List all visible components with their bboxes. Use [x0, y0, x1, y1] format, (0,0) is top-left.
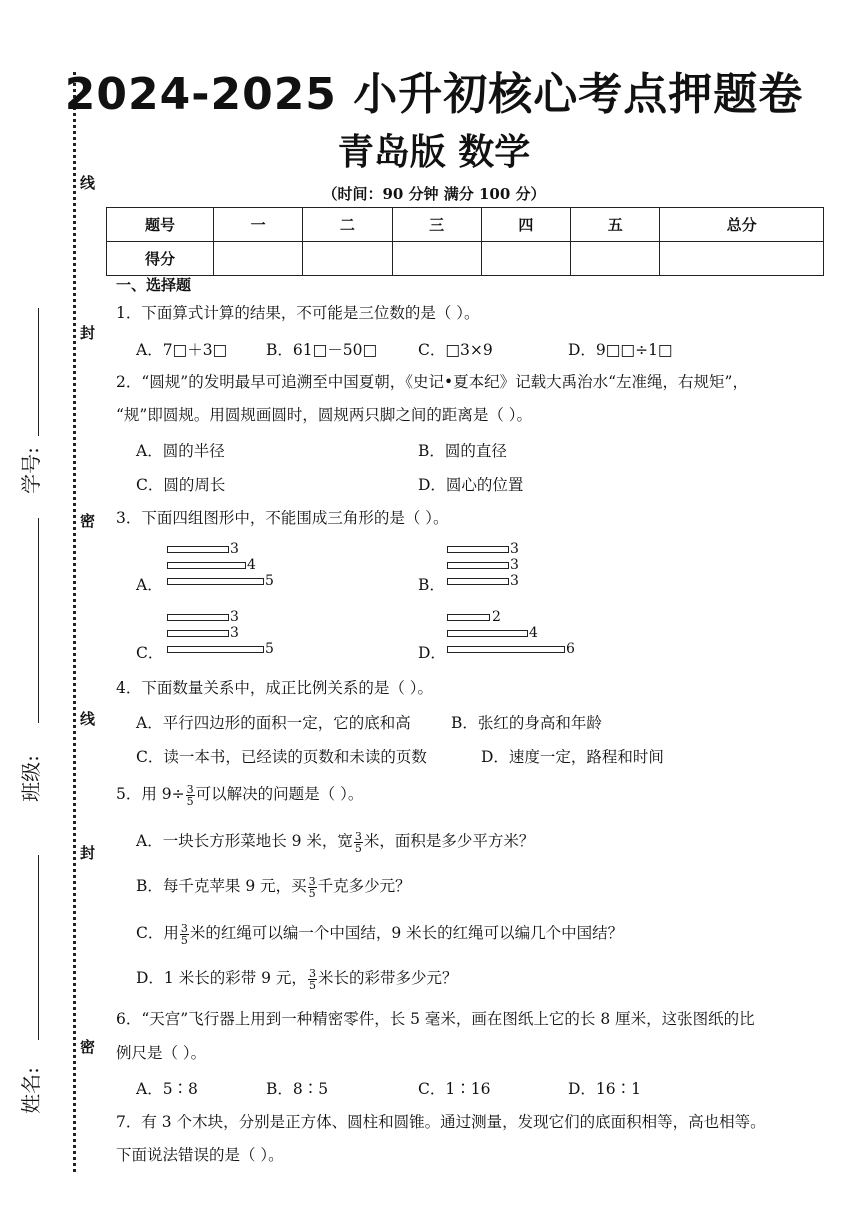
question-6-line2: 例尺是（ ）。: [116, 1044, 207, 1062]
stick-label: 3: [230, 541, 239, 557]
q2-option-b: B．圆的直径: [418, 442, 507, 460]
name-label: 姓名:: [18, 1067, 43, 1114]
question-2-line1: 2．“圆规”的发明最早可追溯至中国夏朝，《史记•夏本纪》记载大禹治水“左准绳，右规矩”，: [116, 373, 748, 391]
stick: [167, 562, 246, 569]
seal-char-2: 封: [80, 324, 96, 342]
seal-char-5: 封: [80, 844, 96, 862]
score-head-cell: 三: [392, 208, 481, 242]
stick: [447, 546, 509, 553]
student-id-label: 学号:: [18, 447, 43, 494]
q5-option-b: [136, 874, 411, 899]
q5-a-post: 米，面积是多少平方米？: [363, 832, 535, 850]
stick-label: 5: [265, 573, 274, 589]
q6-option-d: D．16∶1: [568, 1080, 642, 1098]
q4-option-b: B．张红的身高和年龄: [451, 714, 602, 732]
stick-label: 3: [510, 541, 519, 557]
section-title: 一、选择题: [116, 276, 192, 294]
q5-option-d: [136, 966, 457, 991]
score-table: [106, 207, 824, 276]
score-table-score-row: [107, 242, 824, 276]
stick-label: 3: [230, 609, 239, 625]
q5-a-pre: A．一块长方形菜地长 9 米，宽: [136, 832, 353, 850]
q6-option-a: A．5∶8: [136, 1080, 198, 1098]
stick-label: 3: [510, 573, 519, 589]
q5-d-pre: D．1 米长的彩带 9 元，: [136, 969, 307, 987]
score-head-cell: 一: [214, 208, 303, 242]
fraction-three-fifths: [180, 923, 189, 946]
q1-option-a: A．7□＋3□: [136, 341, 228, 359]
question-5: [116, 783, 363, 807]
score-table-head-row: [107, 208, 824, 242]
q4-option-d: D．速度一定，路程和时间: [481, 748, 664, 766]
stick: [167, 646, 264, 653]
q1-option-d: D．9□□÷1□: [568, 341, 673, 359]
q3-option-c: C．: [136, 644, 164, 662]
stick: [447, 630, 528, 637]
q4-option-a: A．平行四边形的面积一定，它的底和高: [136, 714, 411, 732]
q2-option-a: A．圆的半径: [136, 442, 225, 460]
seal-char-4: 线: [80, 710, 96, 728]
seal-char-1: 线: [80, 174, 96, 192]
frac-denominator: 5: [354, 841, 362, 855]
frac-denominator: 5: [186, 794, 194, 808]
question-7-line1: 7．有 3 个木块，分别是正方体、圆柱和圆锥。通过测量，发现它们的底面积相等，高也相等。: [116, 1113, 766, 1131]
exam-time-info: （时间：90 分钟 满分 100 分）: [322, 185, 546, 203]
page-subtitle: 青岛版 数学: [337, 132, 531, 173]
fraction-three-fifths: [186, 784, 195, 807]
question-4: 4．下面数量关系中，成正比例关系的是（ ）。: [116, 679, 434, 697]
score-cell[interactable]: [214, 242, 303, 276]
q5-text-pre: 5．用 9÷: [116, 785, 185, 803]
stick: [167, 630, 229, 637]
stick-label: 2: [492, 609, 501, 625]
q5-text-post: 可以解决的问题是（ ）。: [195, 785, 364, 803]
stick: [167, 614, 229, 621]
q1-option-b: B．61□－50□: [266, 341, 378, 359]
question-2-line2: “规”即圆规。用圆规画圆时，圆规两只脚之间的距离是（ ）。: [116, 406, 533, 424]
q5-c-pre: C．用: [136, 924, 179, 942]
class-label: 班级:: [18, 755, 43, 802]
score-head-cell: 二: [303, 208, 392, 242]
class-blank: [38, 518, 39, 723]
frac-denominator: 5: [180, 933, 188, 947]
q4-option-c: C．读一本书，已经读的页数和未读的页数: [136, 748, 427, 766]
frac-numerator: 3: [354, 829, 362, 843]
q2-option-c: C．圆的周长: [136, 476, 226, 494]
score-cell[interactable]: [392, 242, 481, 276]
q3-option-b: B．: [418, 576, 445, 594]
name-blank: [38, 855, 39, 1040]
q5-option-c: [136, 921, 623, 946]
question-1: 1．下面算式计算的结果，不可能是三位数的是（ ）。: [116, 304, 480, 322]
frac-denominator: 5: [308, 886, 316, 900]
q5-d-post: 米长的彩带多少元？: [317, 969, 458, 987]
frac-numerator: 3: [308, 966, 316, 980]
score-cell[interactable]: [481, 242, 570, 276]
frac-denominator: 5: [308, 978, 316, 992]
question-3: 3．下面四组图形中，不能围成三角形的是（ ）。: [116, 509, 449, 527]
score-head-cell: 四: [481, 208, 570, 242]
score-row-label: 得分: [107, 242, 214, 276]
page-title: 2024-2025 小升初核心考点押题卷: [64, 69, 804, 120]
seal-char-3: 密: [80, 512, 96, 530]
stick-label: 5: [265, 641, 274, 657]
q1-option-c: C．□3×9: [418, 341, 493, 359]
q3-option-d: D．: [418, 644, 446, 662]
frac-numerator: 3: [186, 782, 194, 796]
score-cell[interactable]: [571, 242, 660, 276]
stick-label: 3: [510, 557, 519, 573]
stick-label: 3: [230, 625, 239, 641]
frac-numerator: 3: [308, 874, 316, 888]
fraction-three-fifths: [308, 968, 317, 991]
fraction-three-fifths: [354, 831, 363, 854]
q6-option-b: B．8∶5: [266, 1080, 329, 1098]
student-id-blank: [38, 308, 39, 436]
score-head-cell: 总分: [660, 208, 824, 242]
question-7-line2: 下面说法错误的是（ ）。: [116, 1146, 284, 1164]
q6-option-c: C．1∶16: [418, 1080, 491, 1098]
q2-option-d: D．圆心的位置: [418, 476, 524, 494]
q5-c-post: 米的红绳可以编一个中国结，9 米长的红绳可以编几个中国结？: [189, 924, 624, 942]
q3-option-a: A．: [136, 576, 163, 594]
stick: [447, 614, 490, 621]
q5-option-a: [136, 829, 534, 854]
score-head-cell: 题号: [107, 208, 214, 242]
stick: [447, 578, 509, 585]
score-cell[interactable]: [660, 242, 824, 276]
frac-numerator: 3: [180, 921, 188, 935]
stick: [447, 562, 509, 569]
fraction-three-fifths: [308, 876, 317, 899]
q5-b-pre: B．每千克苹果 9 元，买: [136, 877, 307, 895]
q5-b-post: 千克多少元？: [317, 877, 411, 895]
score-cell[interactable]: [303, 242, 392, 276]
question-6-line1: 6．“天宫”飞行器上用到一种精密零件，长 5 毫米，画在图纸上它的长 8 厘米，这张图纸的比: [116, 1010, 755, 1028]
stick: [167, 578, 264, 585]
score-head-cell: 五: [571, 208, 660, 242]
stick: [447, 646, 565, 653]
stick: [167, 546, 229, 553]
seal-char-6: 密: [80, 1038, 96, 1056]
stick-label: 4: [529, 625, 538, 641]
stick-label: 6: [566, 641, 575, 657]
binding-dotted-line: [73, 72, 76, 1172]
stick-label: 4: [247, 557, 256, 573]
